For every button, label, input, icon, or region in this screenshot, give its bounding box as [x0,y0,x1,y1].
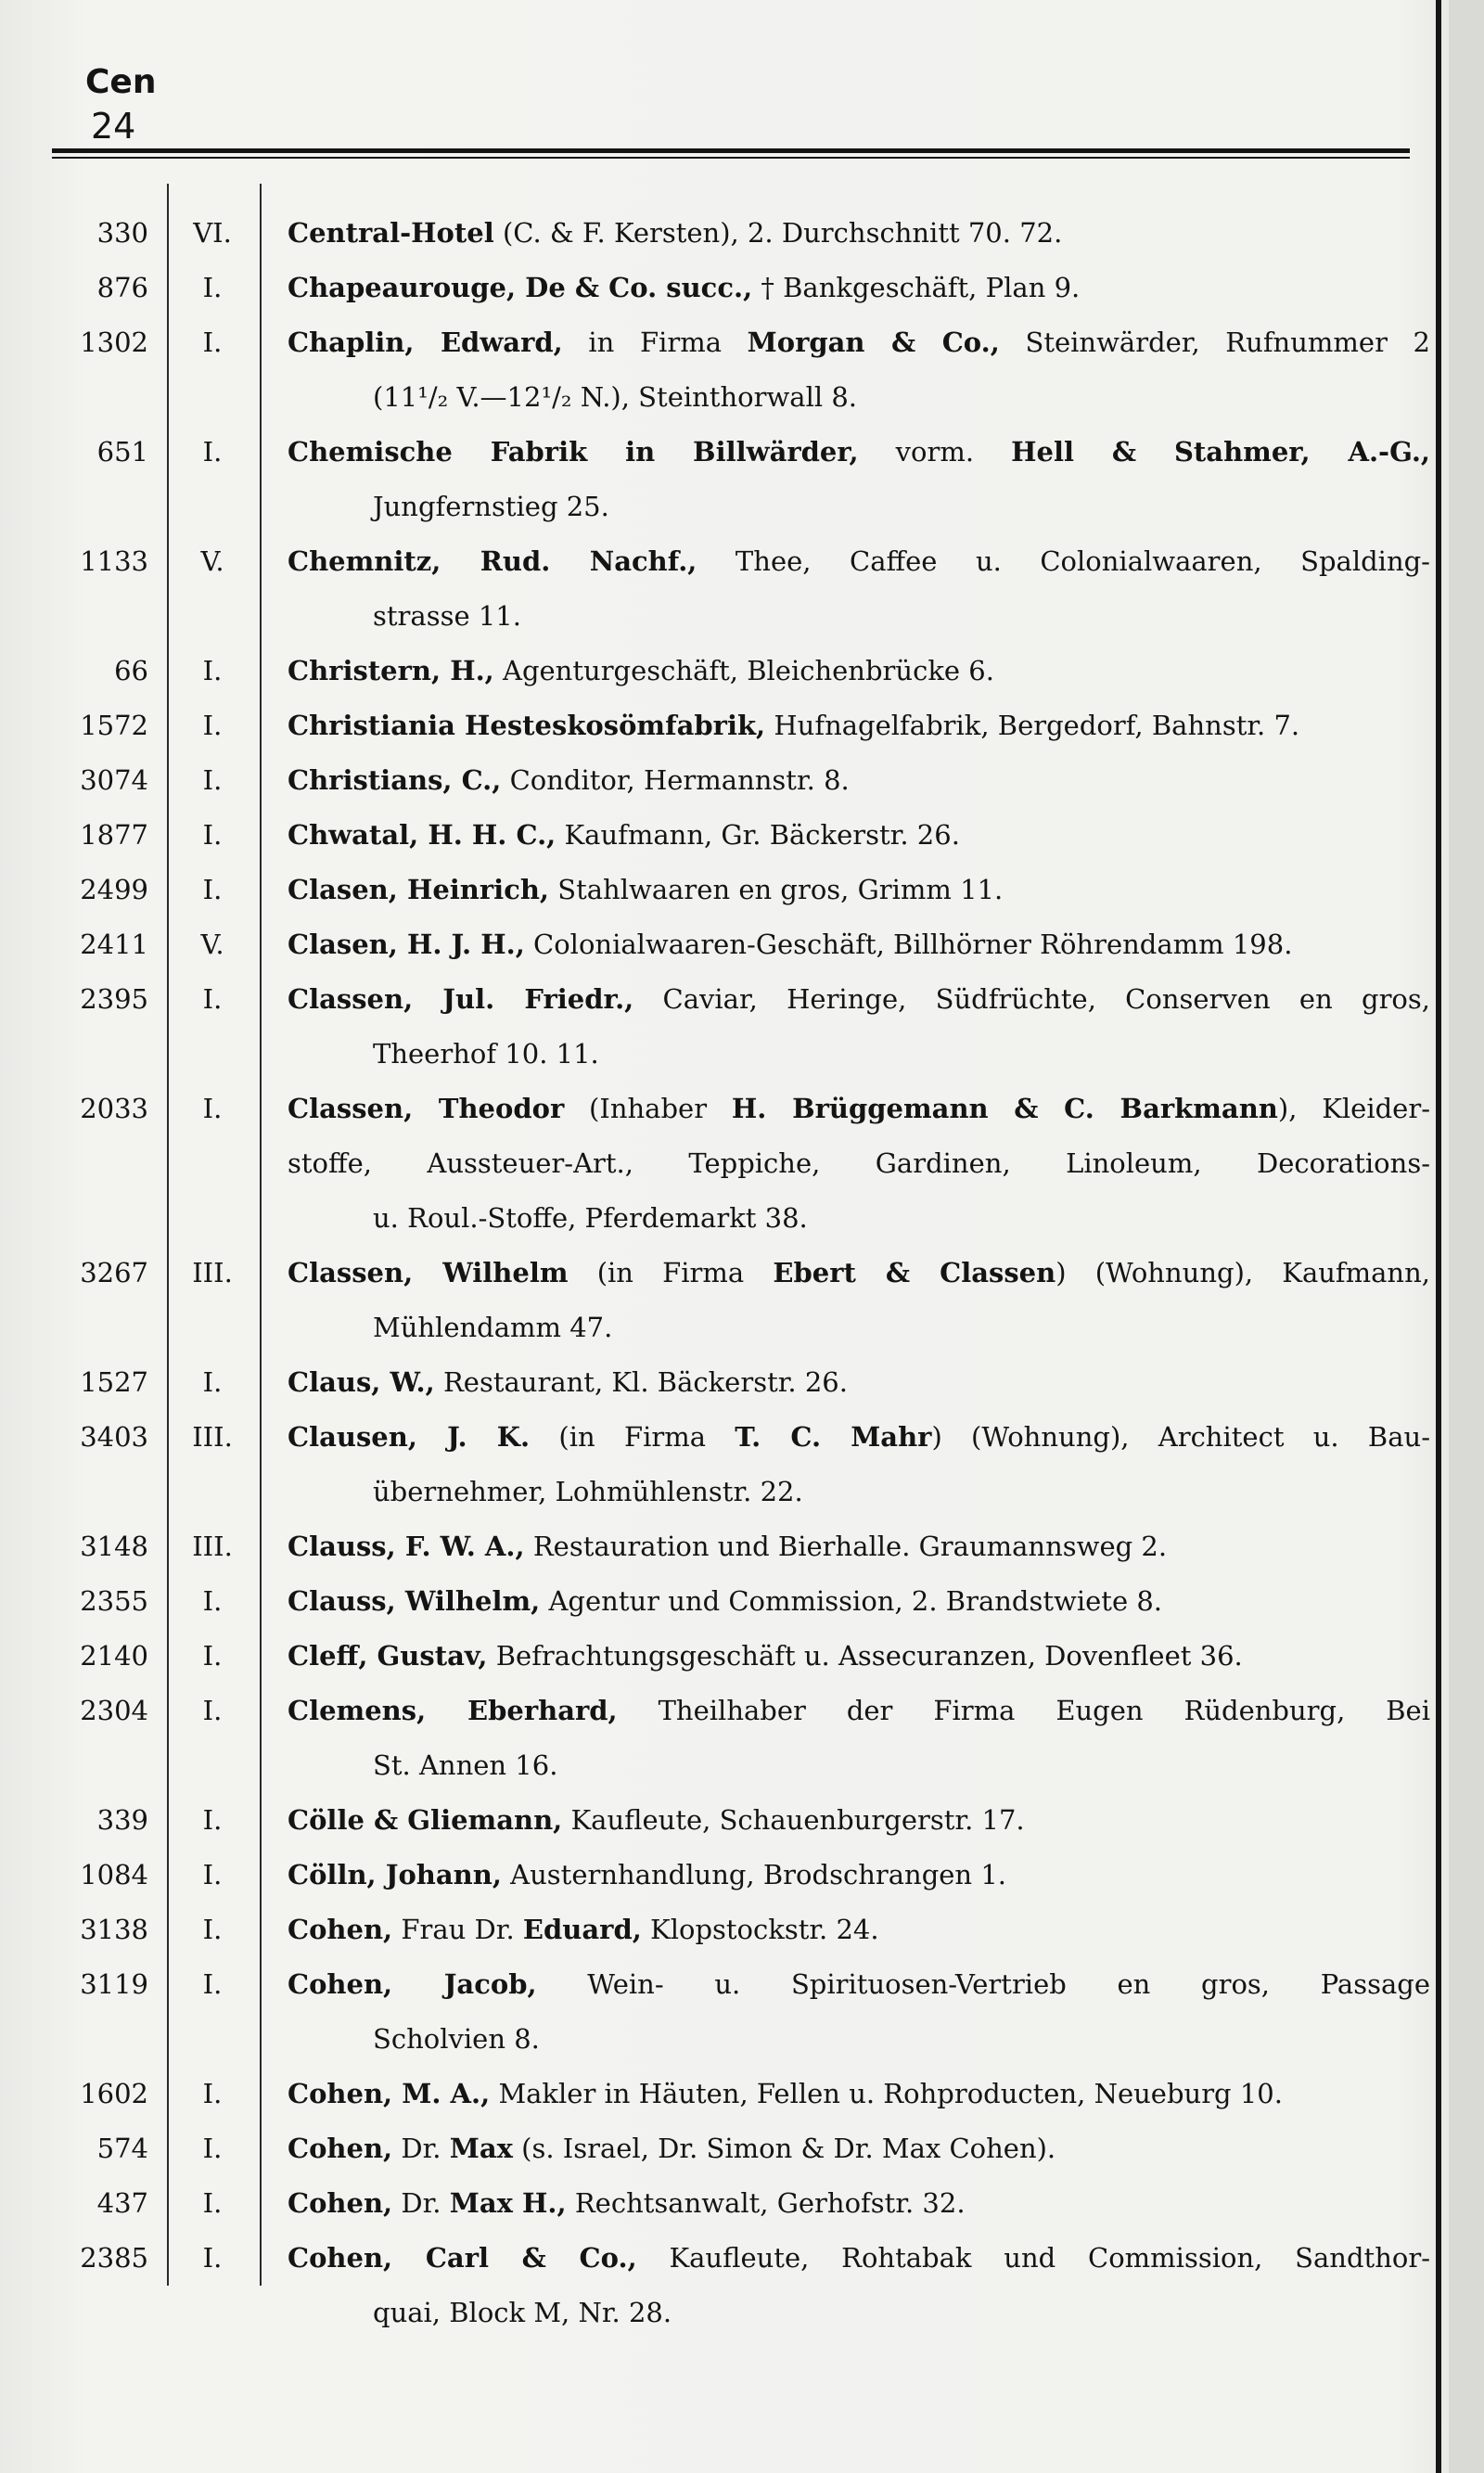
entry-line [288,917,1430,972]
entry-district: I. [202,874,223,905]
entry-line [288,315,1430,370]
entry-name: Cölle & Gliemann, [288,1804,563,1836]
entry-text [288,425,1430,534]
entry-details: Thee, Caffee u. Colonialwaaren, Spalding- [697,545,1430,577]
entry-line [288,2231,1430,2286]
entry-line [288,2176,1430,2231]
entry-district: III. [192,1257,233,1288]
entry-district: I. [202,1640,223,1672]
entry-firm-name: Morgan & Co., [747,327,1000,358]
entry-name: Cohen, Carl & Co., [288,2242,637,2274]
entry-details: Rechtsanwalt, Gerhofstr. 32. [566,2187,966,2219]
entry-firm-name: Eduard, [522,1914,642,1945]
entry-details: Befrachtungsgeschäft u. Assecuranzen, Dovenfleet 36. [487,1640,1243,1672]
entry-number: 437 [96,2187,148,2219]
entry-text [288,917,1430,972]
entry-text [288,1246,1430,1355]
entry-number: 2411 [80,929,148,960]
entry-details: ), Kleider- [1277,1093,1430,1124]
entry-text [288,1355,1430,1410]
entry-line [288,1246,1430,1301]
entry-district: I. [202,1804,223,1836]
entry-continuation: Mühlendamm 47. [373,1312,613,1343]
entry-details: Steinwärder, Rufnummer 2 [999,327,1431,358]
entry-name: Cohen, M. A., [288,2078,491,2109]
entry-line [288,863,1430,917]
entry-name: Chemnitz, Rud. Nachf., [288,545,697,577]
entry-firm-name: Max H., [449,2187,567,2219]
entry-details: Conditor, Hermannstr. 8. [501,764,850,796]
entry-text [288,1410,1430,1519]
entry-district: III. [192,1531,233,1562]
header-rule [52,148,1410,153]
entry-district: I. [202,2187,223,2219]
entry-line [288,1684,1430,1738]
entry-district: I. [202,764,223,796]
entry-number: 2395 [80,983,148,1015]
entry-continuation: stoffe, Aussteuer-Art., Teppiche, Gardinen, Linoleum, Decorations- [288,1147,1430,1179]
entry-continuation: übernehmer, Lohmühlenstr. 22. [373,1476,803,1507]
entry-line [288,753,1430,808]
entry-details: ) (Wohnung), Architect u. Bau- [931,1421,1431,1453]
entry-continuation: St. Annen 16. [373,1749,558,1781]
entry-name: Christiania Hesteskosömfabrik, [288,710,766,741]
entry-line [288,1903,1430,1957]
entry-number: 1877 [80,819,148,851]
entry-name: Christern, H., [288,655,494,686]
entry-text [288,753,1430,808]
entry-line [288,698,1430,753]
entry-firm-name: Hell & Stahmer, A.-G., [1011,436,1431,468]
entry-number: 3138 [80,1914,148,1945]
entry-number: 2355 [80,1585,148,1617]
entry-district: I. [202,2133,223,2164]
entry-details: ) (Wohnung), Kaufmann, [1055,1257,1430,1288]
entry-text [288,261,1430,315]
entry-line [288,1957,1430,2012]
entry-district: I. [202,272,223,303]
entry-number: 3119 [80,1968,148,2000]
entry-line [288,808,1430,863]
page-edge [1436,0,1441,2473]
entry-number: 339 [96,1804,148,1836]
entry-text [288,1574,1430,1629]
entry-details: Makler in Häuten, Fellen u. Rohproducten, Neueburg 10. [490,2078,1283,2109]
entry-name: Claus, W., [288,1366,435,1398]
entry-number: 3074 [80,764,148,796]
entry-text [288,2067,1430,2121]
running-head-word: Cen [85,63,157,101]
entry-line [288,2121,1430,2176]
entry-text [288,1629,1430,1684]
header-rule-thin [52,157,1410,159]
entry-name: Classen, Theodor [288,1093,565,1124]
entry-name: Cleff, Gustav, [288,1640,488,1672]
entry-text [288,1793,1430,1848]
entry-number: 2033 [80,1093,148,1124]
entry-line [288,1355,1430,1410]
entry-details: Klopstockstr. 24. [641,1914,879,1945]
entry-district: I. [202,1859,223,1890]
entry-line [288,1629,1430,1684]
entry-number: 3148 [80,1531,148,1562]
entry-text [288,315,1430,425]
entry-line [288,534,1430,589]
column-divider-1 [167,184,169,2286]
entry-details: Colonialwaaren-Geschäft, Billhörner Röhrendamm 198. [524,929,1293,960]
entry-continuation: strasse 11. [373,600,521,632]
entry-number: 1602 [80,2078,148,2109]
entry-district: I. [202,1585,223,1617]
entry-details: (C. & F. Kersten), 2. Durchschnitt 70. 72. [493,217,1063,249]
entry-details: Kaufmann, Gr. Bäckerstr. 26. [556,819,960,851]
entry-continuation: Theerhof 10. 11. [373,1038,599,1070]
entry-line [288,1082,1430,1136]
entry-district: I. [202,1968,223,2000]
entry-continuation: (11¹/₂ V.—12¹/₂ N.), Steinthorwall 8. [373,381,858,413]
entry-firm-name: Ebert & Classen [773,1257,1056,1288]
entry-details: Restaurant, Kl. Bäckerstr. 26. [434,1366,848,1398]
entry-text [288,644,1430,698]
entry-name: Cölln, Johann, [288,1859,502,1890]
entry-name: Chwatal, H. H. C., [288,819,556,851]
entry-district: I. [202,1914,223,1945]
entry-district: I. [202,819,223,851]
entry-details: Wein- u. Spirituosen-Vertrieb en gros, Passage [536,1968,1430,2000]
entry-details: Austernhandlung, Brodschrangen 1. [501,1859,1006,1890]
entry-name: Christians, C., [288,764,502,796]
entry-district: III. [192,1421,233,1453]
entry-number: 1302 [80,327,148,358]
entry-continuation: Jungfernstieg 25. [373,491,609,522]
entry-continuation: quai, Block M, Nr. 28. [373,2297,672,2328]
entry-line [288,644,1430,698]
entry-name: Cohen, [288,2187,393,2219]
entry-number: 2499 [80,874,148,905]
entry-line [288,1410,1430,1465]
entry-number: 876 [96,272,148,303]
entry-line [288,1519,1430,1574]
entry-text [288,1684,1430,1793]
entry-details: Frau Dr. [392,1914,523,1945]
entry-name: Clauss, Wilhelm, [288,1585,541,1617]
entry-firm-name: Max [449,2133,513,2164]
entry-details: Dr. [392,2187,450,2219]
entry-name: Classen, Jul. Friedr., [288,983,634,1015]
entry-text [288,1519,1430,1574]
entry-details: Hufnagelfabrik, Bergedorf, Bahnstr. 7. [765,710,1300,741]
entry-number: 651 [96,436,148,468]
entry-name: Classen, Wilhelm [288,1257,569,1288]
entry-details: (in Firma [530,1421,736,1453]
entry-text [288,698,1430,753]
entry-text [288,972,1430,1082]
entry-number: 1572 [80,710,148,741]
entry-details: Stahlwaaren en gros, Grimm 11. [549,874,1004,905]
entry-name: Central-Hotel [288,217,494,249]
entry-details: (Inhaber [564,1093,732,1124]
entry-district: I. [202,1093,223,1124]
entry-district: I. [202,2242,223,2274]
entry-line [288,1574,1430,1629]
entry-text [288,1848,1430,1903]
entry-name: Clausen, J. K. [288,1421,531,1453]
entry-name: Cohen, [288,2133,393,2164]
entry-number: 3267 [80,1257,148,1288]
entry-line [288,1848,1430,1903]
entry-details: Restauration und Bierhalle. Graumannsweg 2. [524,1531,1168,1562]
adjacent-page-strip [1449,0,1484,2473]
entry-name: Chaplin, Edward, [288,327,563,358]
entry-details: Kaufleute, Rohtabak und Commission, Sandthor- [636,2242,1430,2274]
entry-district: V. [200,545,224,577]
entry-district: I. [202,327,223,358]
column-divider-2 [260,184,262,2286]
entry-number: 2304 [80,1695,148,1726]
entry-line [288,1793,1430,1848]
entry-text [288,808,1430,863]
entry-details: Agentur und Commission, 2. Brandstwiete 8. [540,1585,1162,1617]
entry-details: (in Firma [568,1257,774,1288]
entry-text [288,206,1430,261]
entry-number: 574 [96,2133,148,2164]
entry-name: Chemische Fabrik in Billwärder, [288,436,859,468]
entry-name: Clemens, Eberhard, [288,1695,618,1726]
entry-name: Clauss, F. W. A., [288,1531,525,1562]
entry-district: I. [202,710,223,741]
entry-details: Dr. [392,2133,450,2164]
entry-district: I. [202,655,223,686]
entry-details: Theilhaber der Firma Eugen Rüdenburg, Bei [617,1695,1430,1726]
entry-text [288,2231,1430,2340]
entry-firm-name: H. Brüggemann & C. Barkmann [731,1093,1278,1124]
entry-name: Clasen, Heinrich, [288,874,550,905]
entry-district: VI. [193,217,232,249]
entry-number: 2140 [80,1640,148,1672]
entry-details: vorm. [858,436,1012,468]
entry-number: 1133 [80,545,148,577]
entry-number: 3403 [80,1421,148,1453]
entry-line [288,206,1430,261]
entry-number: 1084 [80,1859,148,1890]
entry-details: † Bankgeschäft, Plan 9. [752,272,1081,303]
entry-text [288,2121,1430,2176]
entry-number: 66 [114,655,148,686]
entry-details: in Firma [562,327,748,358]
entry-name: Cohen, [288,1914,393,1945]
entry-district: I. [202,1366,223,1398]
entry-text [288,1082,1430,1246]
entry-district: I. [202,2078,223,2109]
entry-district: I. [202,436,223,468]
entry-name: Clasen, H. J. H., [288,929,525,960]
entry-line [288,261,1430,315]
entry-name: Cohen, Jacob, [288,1968,537,2000]
entry-line [288,425,1430,480]
entry-continuation: Scholvien 8. [373,2023,540,2055]
entry-details: Caviar, Heringe, Südfrüchte, Conserven en gros, [633,983,1430,1015]
entry-district: I. [202,983,223,1015]
entry-name: Chapeaurouge, De & Co. succ., [288,272,753,303]
entry-text [288,534,1430,644]
entry-district: V. [200,929,224,960]
entry-text [288,863,1430,917]
entry-details: Kaufleute, Schauenburgerstr. 17. [562,1804,1025,1836]
entry-line [288,2067,1430,2121]
entry-district: I. [202,1695,223,1726]
entry-details: (s. Israel, Dr. Simon & Dr. Max Cohen). [512,2133,1056,2164]
page-number: 24 [91,106,136,147]
entry-number: 1527 [80,1366,148,1398]
entry-continuation: u. Roul.-Stoffe, Pferdemarkt 38. [373,1202,808,1234]
entry-number: 330 [96,217,148,249]
entry-text [288,1903,1430,1957]
entry-text [288,1957,1430,2067]
entry-number: 2385 [80,2242,148,2274]
entry-line [288,972,1430,1027]
entry-details: Agenturgeschäft, Bleichenbrücke 6. [493,655,994,686]
entry-text [288,2176,1430,2231]
entry-firm-name: T. C. Mahr [735,1421,932,1453]
